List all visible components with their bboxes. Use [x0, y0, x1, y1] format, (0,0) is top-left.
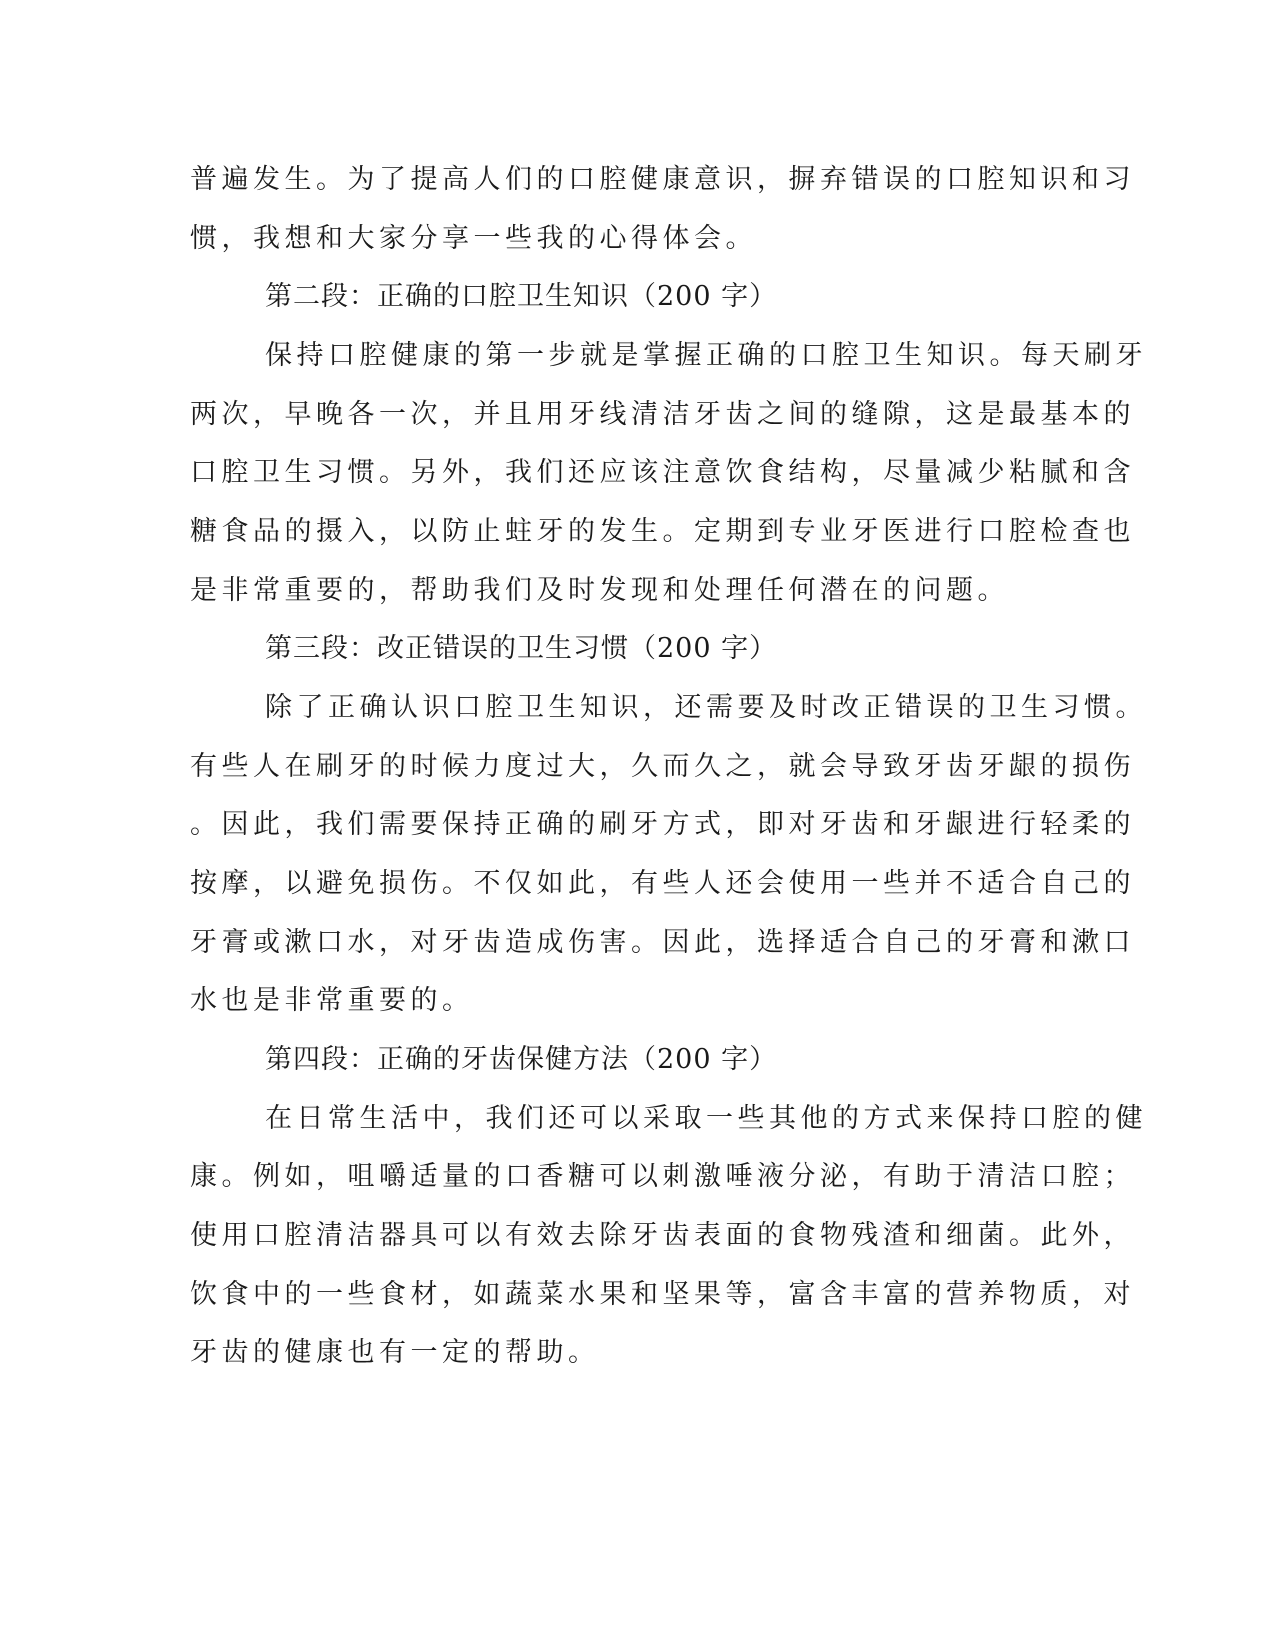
paragraph-line: 饮食中的一些食材，如蔬菜水果和坚果等，富含丰富的营养物质，对 — [190, 1279, 1135, 1310]
paragraph-line: 在日常生活中，我们还可以采取一些其他的方式来保持口腔的健 — [265, 1103, 1147, 1134]
paragraph-line: 除了正确认识口腔卫生知识，还需要及时改正错误的卫生习惯。 — [265, 692, 1147, 723]
paragraph-line: 保持口腔健康的第一步就是掌握正确的口腔卫生知识。每天刷牙 — [265, 340, 1147, 371]
paragraph-line: 糖食品的摄入，以防止蛀牙的发生。定期到专业牙医进行口腔检查也 — [190, 516, 1135, 547]
section-heading: 第二段：正确的口腔卫生知识（200 字） — [265, 281, 778, 312]
paragraph-line: 两次，早晚各一次，并且用牙线清洁牙齿之间的缝隙，这是最基本的 — [190, 399, 1135, 430]
section-heading: 第三段：改正错误的卫生习惯（200 字） — [265, 633, 778, 664]
paragraph-line: 使用口腔清洁器具可以有效去除牙齿表面的食物残渣和细菌。此外， — [190, 1220, 1135, 1251]
paragraph-line: 牙齿的健康也有一定的帮助。 — [190, 1337, 600, 1368]
section-heading: 第四段：正确的牙齿保健方法（200 字） — [265, 1044, 778, 1075]
paragraph-line: 口腔卫生习惯。另外，我们还应该注意饮食结构，尽量减少粘腻和含 — [190, 457, 1135, 488]
paragraph-line: 是非常重要的，帮助我们及时发现和处理任何潜在的问题。 — [190, 575, 1009, 606]
paragraph-line: 水也是非常重要的。 — [190, 985, 474, 1016]
paragraph-line: 康。例如，咀嚼适量的口香糖可以刺激唾液分泌，有助于清洁口腔； — [190, 1161, 1135, 1192]
paragraph-line: 有些人在刷牙的时候力度过大，久而久之，就会导致牙齿牙龈的损伤 — [190, 751, 1135, 782]
paragraph-line: 按摩，以避免损伤。不仅如此，有些人还会使用一些并不适合自己的 — [190, 868, 1135, 899]
paragraph-line: 惯，我想和大家分享一些我的心得体会。 — [190, 223, 757, 254]
paragraph-line: 普遍发生。为了提高人们的口腔健康意识，摒弃错误的口腔知识和习 — [190, 164, 1135, 195]
paragraph-line: 。因此，我们需要保持正确的刷牙方式，即对牙齿和牙龈进行轻柔的 — [190, 809, 1135, 840]
paragraph-line: 牙膏或漱口水，对牙齿造成伤害。因此，选择适合自己的牙膏和漱口 — [190, 927, 1135, 958]
